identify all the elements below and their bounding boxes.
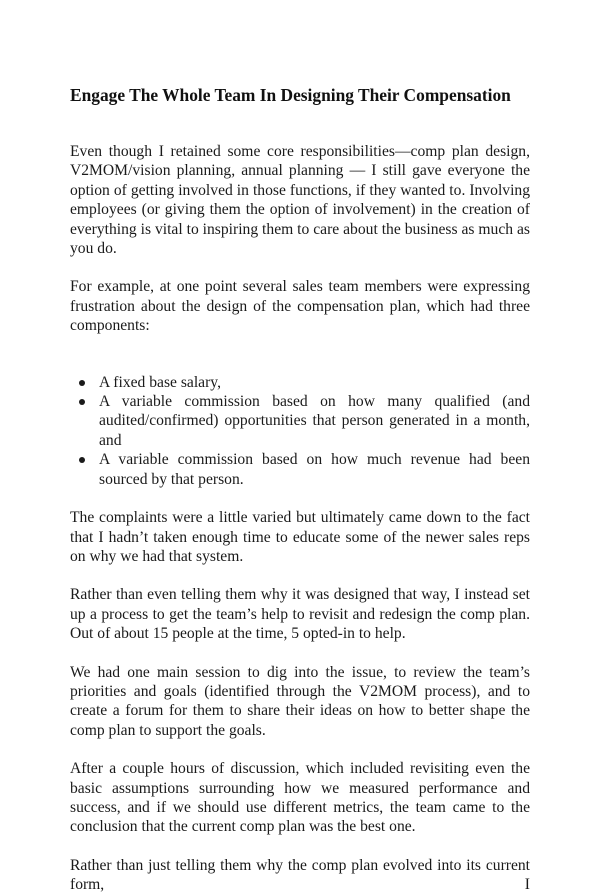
paragraph-session: We had one main session to dig into the issue, to review the team’s priorities and goals (identified through the V2MOM process), and to create a forum for them to share their ideas on how to better shape the comp plan to support the goals. bbox=[70, 663, 530, 739]
section-heading: Engage The Whole Team In Designing Their Compensation bbox=[70, 85, 511, 105]
paragraph-intro: Even though I retained some core responsibilities—comp plan design, V2MOM/vision planning, annual planning — I still gave everyone the option of getting involved in those functions, if they wanted to. Involving employees (or giving them the option of involvement) in the creation of everything is vital to inspiring them to care about the business as much as you do. bbox=[70, 143, 530, 258]
list-item: A fixed base salary, bbox=[99, 373, 530, 392]
paragraph-continued: Rather than just telling them why the comp plan evolved into its current form, I bbox=[70, 856, 530, 894]
compensation-components-list bbox=[70, 373, 530, 489]
paragraph-process: Rather than even telling them why it was designed that way, I instead set up a process to get the team’s help to revisit and redesign the comp plan. Out of about 15 people at the time, 5 opted-in to help. bbox=[70, 586, 530, 643]
paragraph-example: For example, at one point several sales team members were expressing frustration about the design of the compensation plan, which had three components: bbox=[70, 278, 530, 335]
document-page bbox=[70, 84, 530, 895]
list-item: A variable commission based on how many qualified (and audited/confirmed) opportunities that person generated in a month, and bbox=[99, 393, 530, 449]
list-item: A variable commission based on how much revenue had been sourced by that person. bbox=[99, 451, 530, 488]
paragraph-complaints: The complaints were a little varied but ultimately came down to the fact that I hadn’t taken enough time to educate some of the newer sales reps on why we had that system. bbox=[70, 509, 530, 565]
paragraph-conclusion: After a couple hours of discussion, which included revisiting even the basic assumptions surrounding how we measured performance and success, and if we should use different metrics, the team came to the conclusion that the current comp plan was the best one. bbox=[70, 760, 530, 836]
